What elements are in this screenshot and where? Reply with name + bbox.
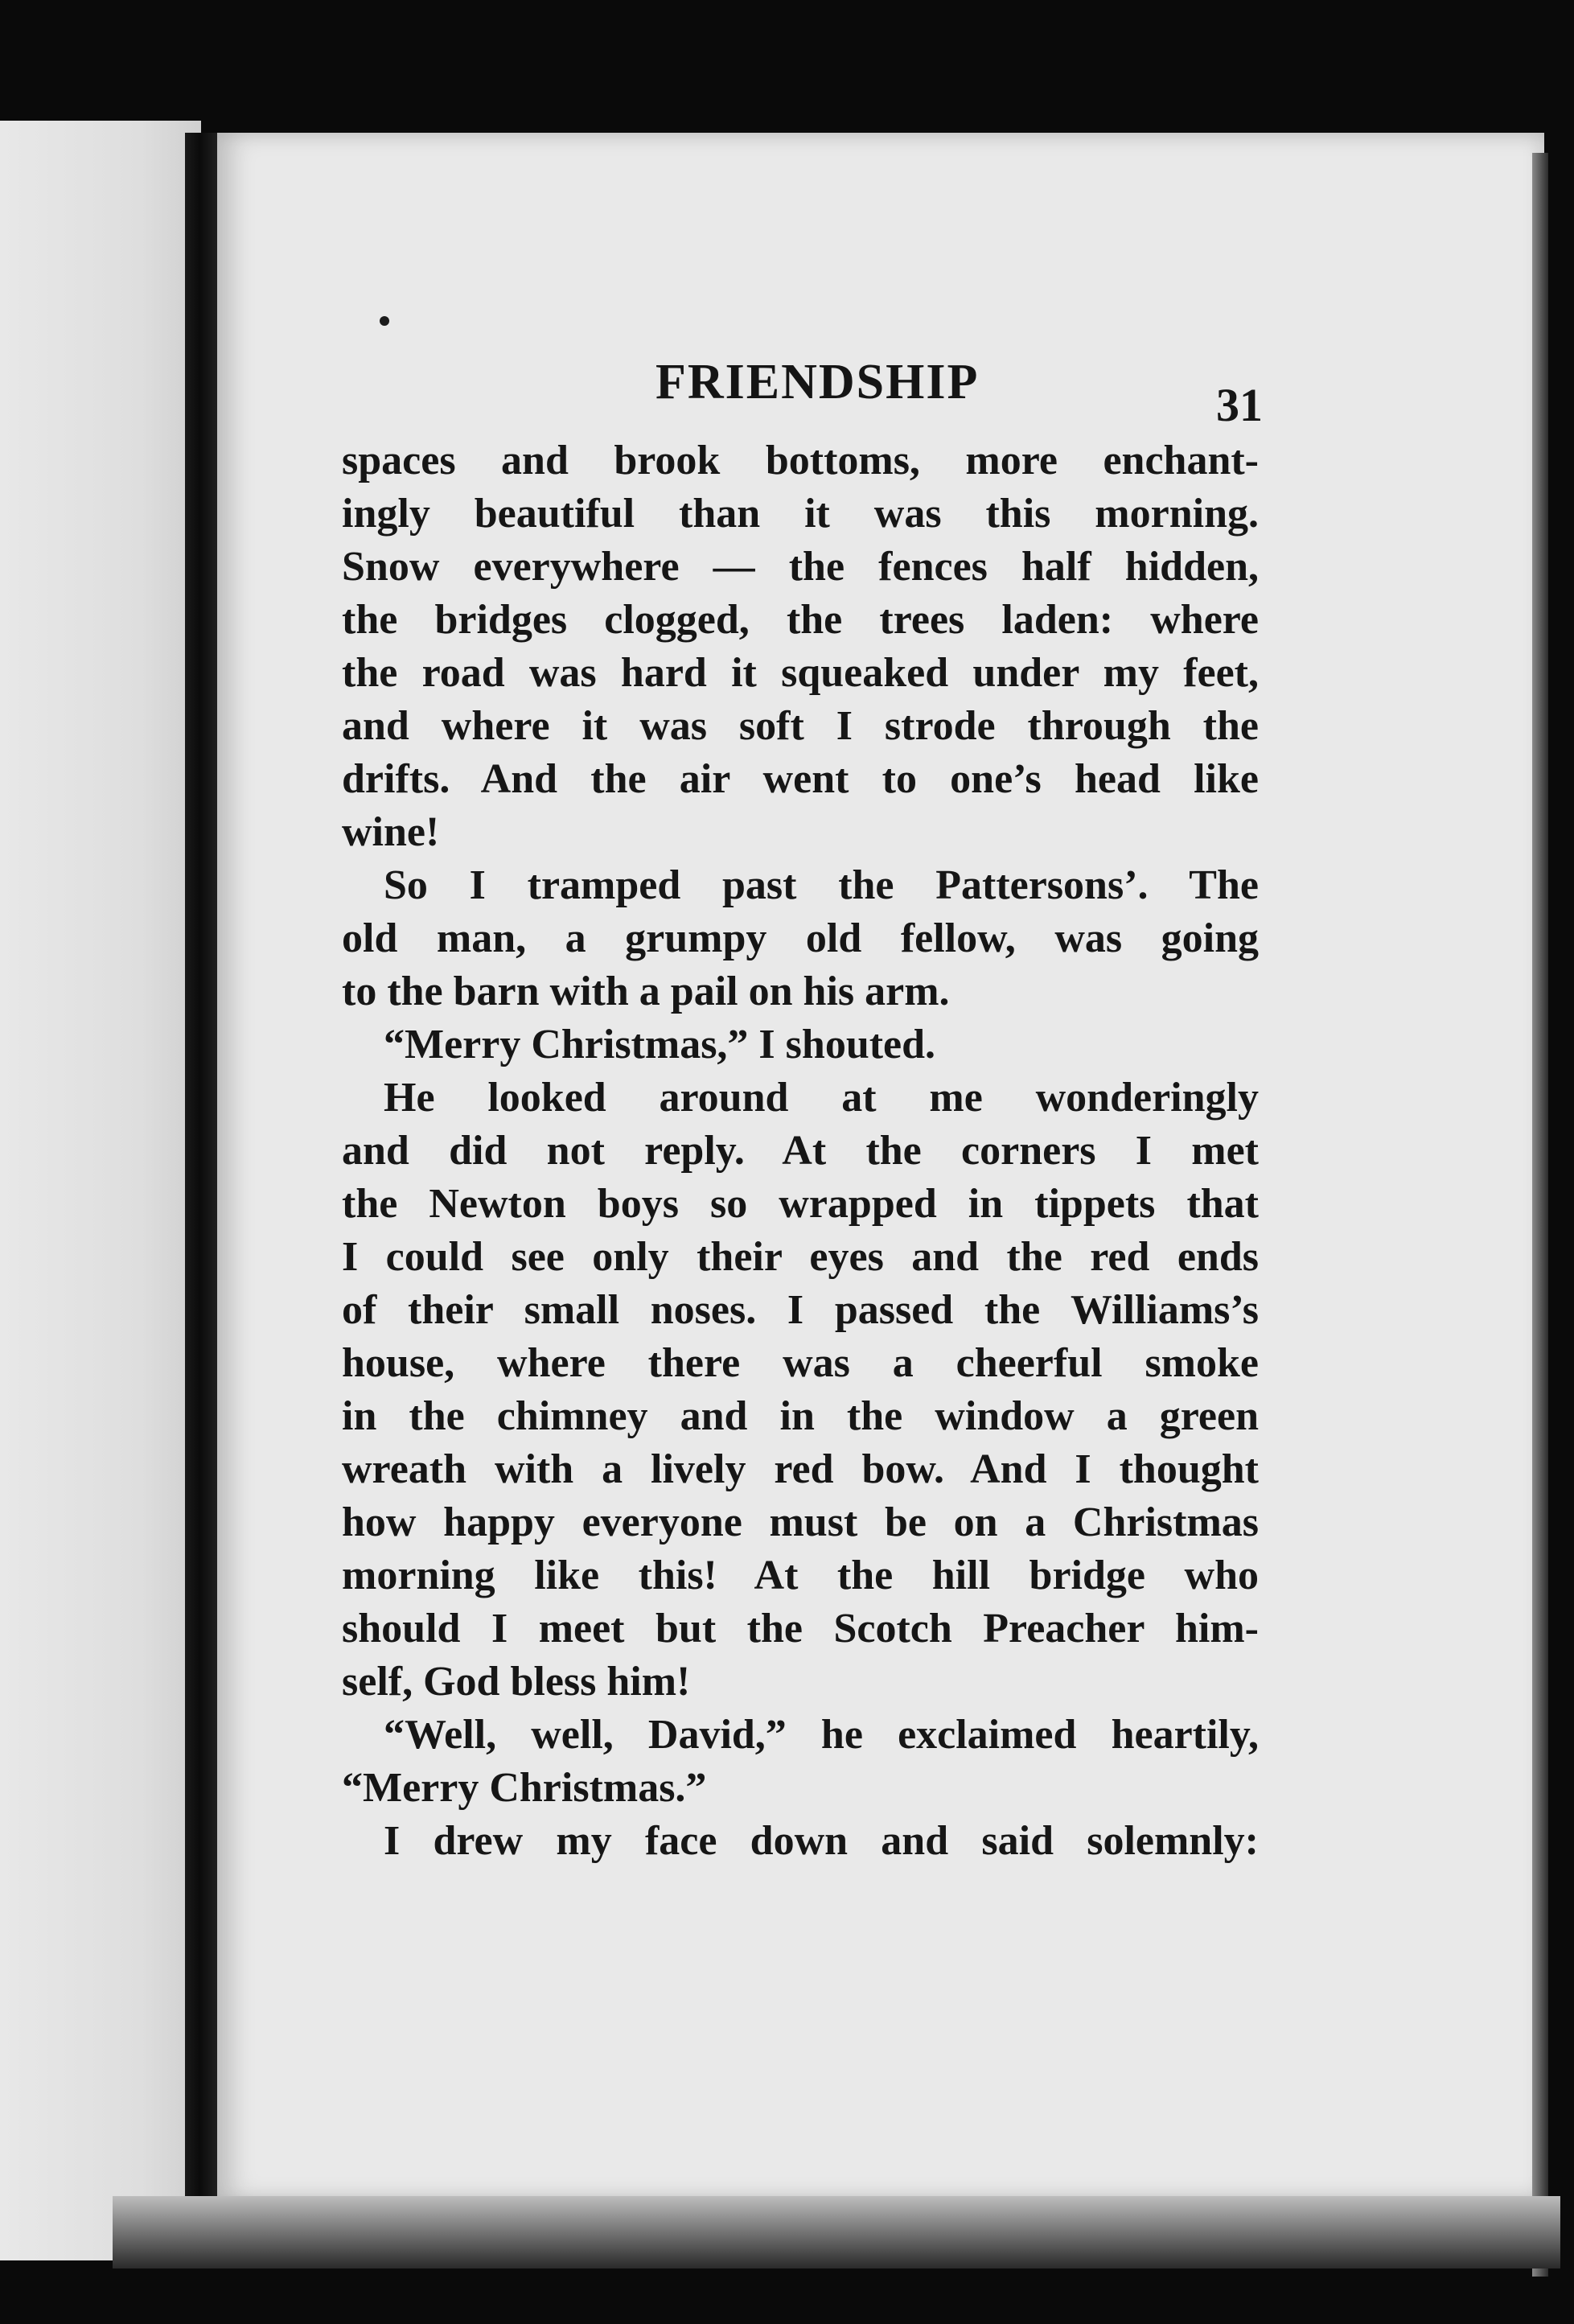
text-line: the road was hard it squeaked under my feet, — [342, 650, 1259, 696]
left-page-edge — [0, 121, 201, 2260]
text-line: and where it was soft I strode through the — [342, 703, 1259, 749]
text-line: the Newton boys so wrapped in tippets that — [342, 1181, 1259, 1227]
body-text — [342, 434, 1259, 1868]
text-line: house, where there was a cheerful smoke — [342, 1340, 1259, 1386]
text-line: and did not reply. At the corners I met — [342, 1128, 1259, 1174]
text-line: wreath with a lively red bow. And I thought — [342, 1446, 1259, 1492]
text-line: drifts. And the air went to one’s head like — [342, 756, 1259, 802]
page-bottom-edge — [113, 2196, 1560, 2268]
text-line: “Merry Christmas,” I shouted. — [384, 1022, 936, 1067]
text-line: ingly beautiful than it was this morning. — [342, 491, 1259, 537]
text-line: of their small noses. I passed the Williams’s — [342, 1287, 1259, 1333]
text-line: “Merry Christmas.” — [342, 1765, 707, 1811]
page-number: 31 — [1216, 379, 1263, 431]
text-line: self, God bless him! — [342, 1659, 691, 1705]
text-line: I drew my face down and said solemnly: — [384, 1818, 1259, 1864]
text-line: the bridges clogged, the trees laden: where — [342, 597, 1259, 643]
text-line: “Well, well, David,” he exclaimed heartily, — [384, 1712, 1259, 1758]
text-line: in the chimney and in the window a green — [342, 1393, 1259, 1439]
text-line: Snow everywhere — the fences half hidden, — [342, 544, 1259, 590]
text-line: should I meet but the Scotch Preacher him- — [342, 1606, 1259, 1651]
running-head: FRIENDSHIP — [655, 355, 980, 409]
ink-speck — [380, 316, 389, 326]
text-line: I could see only their eyes and the red ends — [342, 1234, 1259, 1280]
text-line: old man, a grumpy old fellow, was going — [342, 915, 1259, 961]
text-line: He looked around at me wonderingly — [384, 1075, 1259, 1121]
page-right-edge — [1532, 153, 1548, 2277]
text-line: wine! — [342, 809, 440, 855]
text-line: spaces and brook bottoms, more enchant- — [342, 438, 1259, 483]
text-line: So I tramped past the Pattersons’. The — [384, 862, 1259, 908]
text-line: to the barn with a pail on his arm. — [342, 969, 950, 1014]
text-line: how happy everyone must be on a Christmas — [342, 1499, 1259, 1545]
text-line: morning like this! At the hill bridge who — [342, 1553, 1259, 1598]
